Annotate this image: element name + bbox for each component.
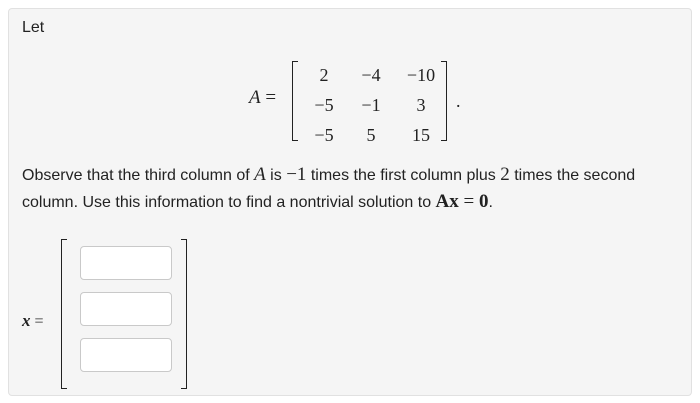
matrix-cell: 5 bbox=[366, 125, 376, 145]
answer-input-1[interactable] bbox=[80, 246, 172, 280]
question-text-part: times the first column plus bbox=[306, 167, 501, 184]
answer-input-3[interactable] bbox=[80, 338, 172, 372]
matrix-right-bracket bbox=[441, 61, 447, 141]
matrix-equation bbox=[249, 61, 479, 143]
answer-left-bracket bbox=[61, 239, 67, 389]
answer-equals: = bbox=[30, 313, 44, 330]
matrix-period: . bbox=[456, 91, 461, 111]
matrix-cell: 15 bbox=[412, 125, 430, 145]
question-card bbox=[8, 8, 692, 396]
matrix-left-bracket bbox=[292, 61, 298, 141]
matrix-equals: = bbox=[265, 87, 277, 108]
answer-input-2[interactable] bbox=[80, 292, 172, 326]
matrix-name: A bbox=[249, 87, 261, 108]
question-text-part: times the second column. Use this information to find a nontrivial solution to bbox=[22, 167, 636, 211]
matrix-cell: −4 bbox=[361, 65, 381, 85]
answer-label bbox=[22, 311, 44, 331]
matrix-cell: 3 bbox=[416, 95, 426, 115]
matrix-cell: −1 bbox=[361, 95, 381, 115]
coefficient-second: 2 bbox=[500, 164, 510, 185]
question-text-part: is bbox=[265, 167, 287, 184]
equation-zero-vector: 0 bbox=[479, 191, 489, 212]
matrix-cell: −5 bbox=[314, 125, 334, 145]
matrix-symbol: A bbox=[254, 164, 266, 185]
answer-vector-symbol: x bbox=[22, 311, 31, 330]
question-text-part: . bbox=[488, 194, 493, 211]
matrix-lhs bbox=[249, 87, 276, 109]
equation-matrix-symbol: A bbox=[435, 191, 450, 212]
coefficient-first: −1 bbox=[286, 164, 307, 185]
question-text-part: Observe that the third column of bbox=[22, 167, 255, 184]
matrix-cell: −5 bbox=[314, 95, 334, 115]
matrix-cell: −10 bbox=[406, 65, 436, 85]
matrix-cell: 2 bbox=[319, 65, 329, 85]
intro-text: Let bbox=[22, 19, 45, 36]
answer-right-bracket bbox=[181, 239, 187, 389]
equation-vector-symbol: x bbox=[449, 191, 459, 212]
question-text bbox=[22, 162, 682, 216]
equation-equals: = bbox=[458, 191, 479, 212]
